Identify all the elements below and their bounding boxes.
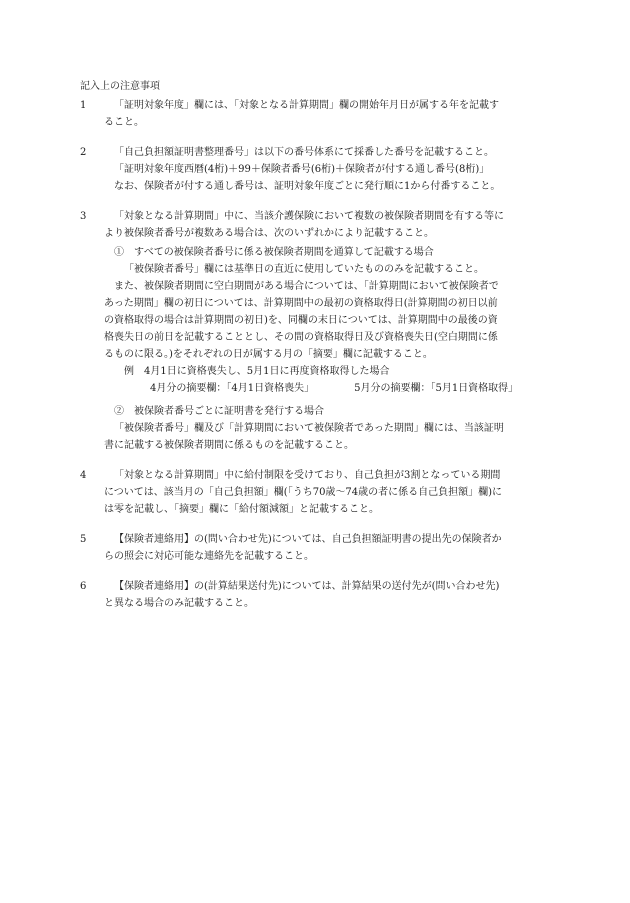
- note-line: より被保険者番号が複数ある場合は、次のいずれかにより記載すること。: [104, 228, 434, 239]
- sub-section-1: [104, 244, 586, 397]
- sub-section-2: [104, 403, 586, 454]
- example-right: 5月分の摘要欄：「5月1日資格取得」: [354, 383, 519, 394]
- note-line: 「被保険者番号」欄及び「計算期間において被保険者であった期間」欄には、当該証明: [114, 423, 504, 434]
- note-line: らの照会に対応可能な連絡先を記載すること。: [104, 551, 314, 562]
- note-number: 6: [80, 581, 87, 592]
- notes-heading: 記入上の注意事項: [80, 81, 160, 92]
- note-line: また、被保険者期間に空白期間がある場合については、「計算期間において被保険者で: [114, 281, 499, 292]
- note-number: 4: [80, 470, 87, 481]
- example-label: 例 4月1日に資格喪失し、5月1日に再度資格取得した場合: [124, 366, 390, 377]
- note-line: ること。: [104, 117, 144, 128]
- note-line: 「証明対象年度西暦(4桁)＋99＋保険者番号(6桁)＋保険者が付する通し番号(8桁)」: [114, 164, 490, 175]
- note-number: 5: [80, 534, 87, 545]
- note-item-5: [80, 531, 586, 565]
- note-line: 「被保険者番号」欄には基準日の直近に使用していたもののみを記載すること。: [124, 264, 484, 275]
- note-line: 【保険者連絡用】の(問い合わせ先)については、自己負担額証明書の提出先の保険者か: [114, 534, 502, 545]
- sub-section-title: ② 被保険者番号ごとに証明書を発行する場合: [114, 406, 324, 417]
- note-line: 「証明対象年度」欄には、「対象となる計算期間」欄の開始年月日が属する年を記載す: [114, 100, 499, 111]
- note-line: 「対象となる計算期間」中に、当該介護保険において複数の被保険者期間を有する等に: [114, 211, 504, 222]
- note-line: なお、保険者が付する通し番号は、証明対象年度ごとに発行順に1から付番すること。: [114, 181, 501, 192]
- note-line: と異なる場合のみ記載すること。: [104, 598, 254, 609]
- note-item-3: [80, 208, 586, 454]
- example-left: 4月分の摘要欄：「4月1日資格喪失」: [150, 383, 315, 394]
- note-item-1: [80, 97, 586, 131]
- note-item-2: [80, 144, 586, 195]
- note-line: あった期間」欄の初日については、計算期間中の最初の資格取得日(計算期間の初日以前: [104, 298, 498, 309]
- note-line: 格喪失日の前日を記載することとし、その間の資格取得日及び資格喪失日(空白期間に係: [104, 332, 498, 343]
- example-row: [104, 380, 586, 397]
- note-item-4: [80, 467, 586, 518]
- note-line: 【保険者連絡用】の(計算結果送付先)については、計算結果の送付先が(問い合わせ先): [114, 581, 500, 592]
- note-line: るものに限る。)をそれぞれの日が属する月の「摘要」欄に記載すること。: [104, 349, 433, 360]
- note-line: 書に記載する被保険者期間に係るものを記載すること。: [104, 440, 354, 451]
- note-number: 2: [80, 147, 87, 158]
- note-line: 「自己負担額証明書整理番号」は以下の番号体系にて採番した番号を記載すること。: [114, 147, 494, 158]
- note-number: 1: [80, 100, 87, 111]
- sub-section-title: ① すべての被保険者番号に係る被保険者期間を通算して記載する場合: [114, 247, 434, 258]
- note-line: は零を記載し、「摘要」欄に「給付額減額」と記載すること。: [104, 504, 379, 515]
- note-line: 「対象となる計算期間」中に給付制限を受けており、自己負担が3割となっている期間: [114, 470, 501, 481]
- note-line: の資格取得の場合は計算期間の初日)を、同欄の末日については、計算期間中の最後の資: [104, 315, 498, 326]
- note-number: 3: [80, 211, 87, 222]
- note-line: については、該当月の「自己負担額」欄(「うち70歳～74歳の者に係る自己負担額」欄)に: [104, 487, 503, 498]
- note-item-6: [80, 578, 586, 612]
